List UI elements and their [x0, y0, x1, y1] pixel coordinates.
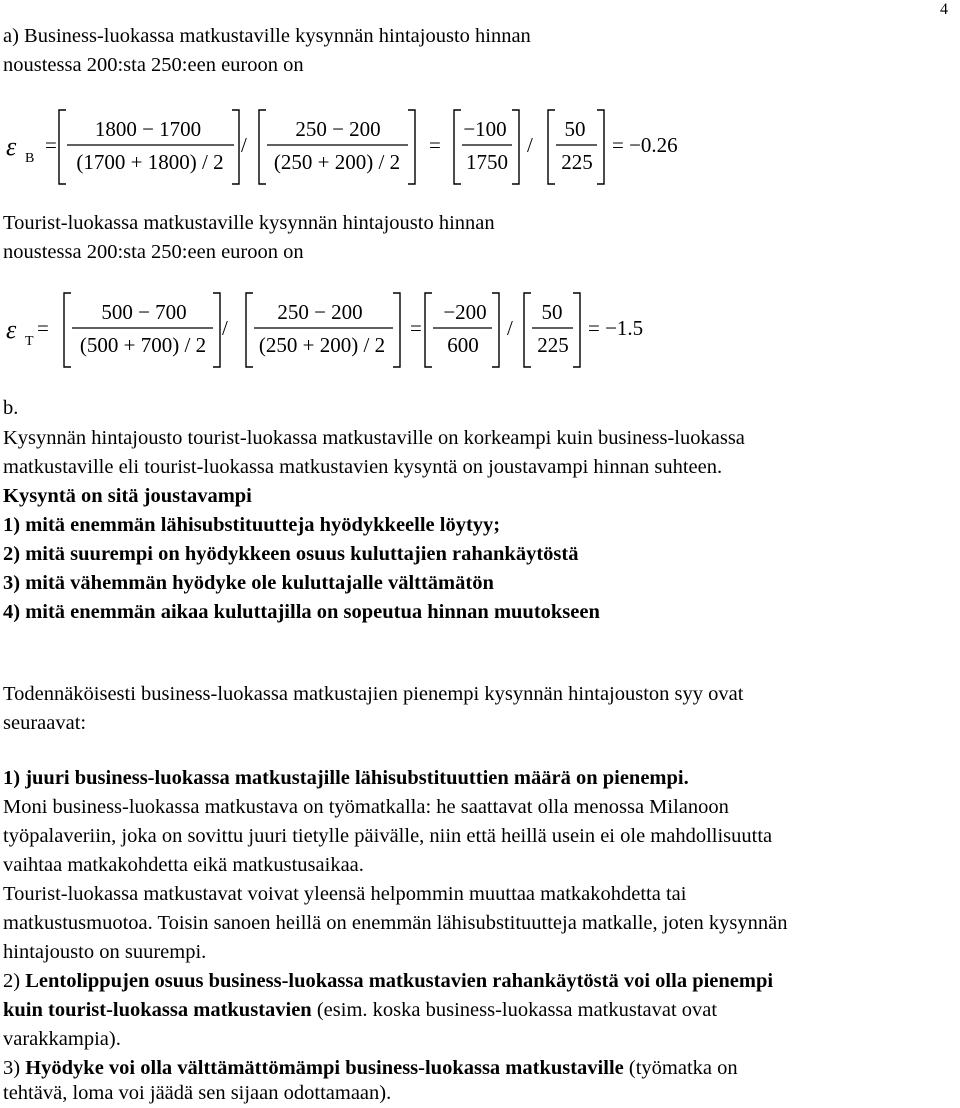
left-bracket [454, 110, 461, 184]
epsilon-subscript: T [25, 334, 34, 349]
numerator: −100 [463, 117, 507, 141]
result: = −1.5 [588, 316, 644, 340]
reason-3-bold: Hyödyke voi olla välttämättömämpi business-luokassa matkustaville [25, 1057, 624, 1079]
right-bracket [393, 293, 400, 367]
reason-2-bold-continued: kuin tourist-luokassa matkustavien [3, 999, 312, 1021]
epsilon-subscript: B [25, 151, 35, 166]
equals-sign: = [429, 133, 441, 157]
numerator: 1800 − 1700 [94, 117, 202, 141]
reason-3-number: 3) [3, 1057, 26, 1079]
denominator: (250 + 200) / 2 [258, 333, 386, 357]
division-slash: / [527, 133, 533, 157]
denominator: (1700 + 1800) / 2 [76, 150, 224, 174]
numerator: 250 − 200 [277, 300, 363, 324]
list-item: 1) mitä enemmän lähisubstituutteja hyödykkeelle löytyy; [3, 514, 501, 536]
numerator: 250 − 200 [295, 117, 381, 141]
left-bracket [524, 293, 531, 367]
reason-2-rest: (esim. koska business-luokassa matkustavat ovat [311, 999, 718, 1021]
list-item: 3) mitä vähemmän hyödyke ole kuluttajalle välttämätön [3, 572, 494, 594]
numerator: 50 [541, 300, 563, 324]
elasticity-heading: Kysyntä on sitä joustavampi [3, 485, 252, 507]
denominator: 600 [447, 333, 479, 357]
epsilon-symbol: ε [6, 315, 17, 344]
reason-1-heading: 1) juuri business-luokassa matkustajille lähisubstituuttien määrä on pienempi. [3, 767, 689, 789]
right-bracket [573, 293, 580, 367]
denominator: 225 [561, 150, 593, 174]
right-bracket [492, 293, 499, 367]
right-bracket [213, 293, 220, 367]
left-bracket [548, 110, 555, 184]
section-b-label: b. [3, 397, 19, 419]
reason-2-number: 2) [3, 970, 26, 992]
left-bracket [259, 110, 266, 184]
division-slash: / [241, 133, 247, 157]
list-item: 4) mitä enemmän aikaa kuluttajilla on sopeutua hinnan muutokseen [3, 601, 600, 623]
denominator: (500 + 700) / 2 [79, 333, 207, 357]
reason-1-line: vaihtaa matkakohdetta eikä matkustusaikaa. [3, 854, 364, 876]
section-a-intro-line-2: noustessa 200:sta 250:een euroon on [3, 54, 304, 76]
right-bracket [512, 110, 519, 184]
reason-1-line: työpalaveriin, joka on sovittu juuri tietylle päivälle, niin että heillä usein ei ole mahdollisuutta [3, 825, 773, 847]
result: = −0.26 [612, 133, 678, 157]
reason-2-line-2 [3, 996, 717, 1025]
left-bracket [246, 293, 253, 367]
elasticity-formula-business [0, 105, 960, 195]
right-bracket [232, 110, 239, 184]
reason-2-line-3: varakkampia). [3, 1028, 121, 1050]
right-bracket [597, 110, 604, 184]
division-slash: / [507, 316, 513, 340]
tourist-intro-line-1: Tourist-luokassa matkustaville kysynnän hintajousto hinnan [3, 212, 495, 234]
reason-3-line-2: tehtävä, loma voi jäädä sen sijaan odottamaan). [3, 1082, 392, 1104]
left-bracket [425, 293, 432, 367]
equals-sign: = [410, 316, 422, 340]
reason-1-line: hintajousto on suurempi. [3, 941, 207, 963]
section-a-intro-line-1: a) Business-luokassa matkustaville kysynnän hintajousto hinnan [3, 25, 531, 47]
denominator: 225 [537, 333, 569, 357]
reason-1-line: matkustusmuotoa. Toisin sanoen heillä on enemmän lähisubstituutteja matkalle, joten kysynnän [3, 912, 788, 934]
reasons-line-2: seuraavat: [3, 712, 87, 734]
epsilon-symbol: ε [6, 132, 17, 161]
left-bracket [64, 293, 71, 367]
section-b-line-1: Kysynnän hintajousto tourist-luokassa matkustaville on korkeampi kuin business-luokassa [3, 427, 745, 449]
numerator: 50 [564, 117, 586, 141]
elasticity-formula-tourist [0, 288, 960, 378]
denominator: (250 + 200) / 2 [273, 150, 401, 174]
page-number: 4 [940, 1, 948, 18]
right-bracket [408, 110, 415, 184]
division-slash: / [222, 316, 228, 340]
reason-3-rest: (työmatka on [623, 1057, 738, 1079]
numerator: −200 [443, 300, 487, 324]
reasons-line-1: Todennäköisesti business-luokassa matkustajien pienempi kysynnän hintajouston syy ovat [3, 683, 744, 705]
tourist-intro-line-2: noustessa 200:sta 250:een euroon on [3, 241, 304, 263]
section-b-line-2: matkustaville eli tourist-luokassa matkustavien kysyntä on joustavampi hinnan suhteen. [3, 456, 723, 478]
list-item: 2) mitä suurempi on hyödykkeen osuus kuluttajien rahankäytöstä [3, 543, 579, 565]
reason-2-line-1 [3, 967, 773, 996]
equals-sign: = [37, 316, 49, 340]
reason-1-line: Tourist-luokassa matkustavat voivat yleensä helpommin muuttaa matkakohdetta tai [3, 883, 687, 905]
equals-sign: = [45, 133, 57, 157]
denominator: 1750 [466, 150, 508, 174]
reason-2-bold: Lentolippujen osuus business-luokassa matkustavien rahankäytöstä voi olla pienempi [25, 970, 774, 992]
numerator: 500 − 700 [101, 300, 187, 324]
reason-1-line: Moni business-luokassa matkustava on työmatkalla: he saattavat olla menossa Milanoon [3, 796, 729, 818]
left-bracket [59, 110, 66, 184]
